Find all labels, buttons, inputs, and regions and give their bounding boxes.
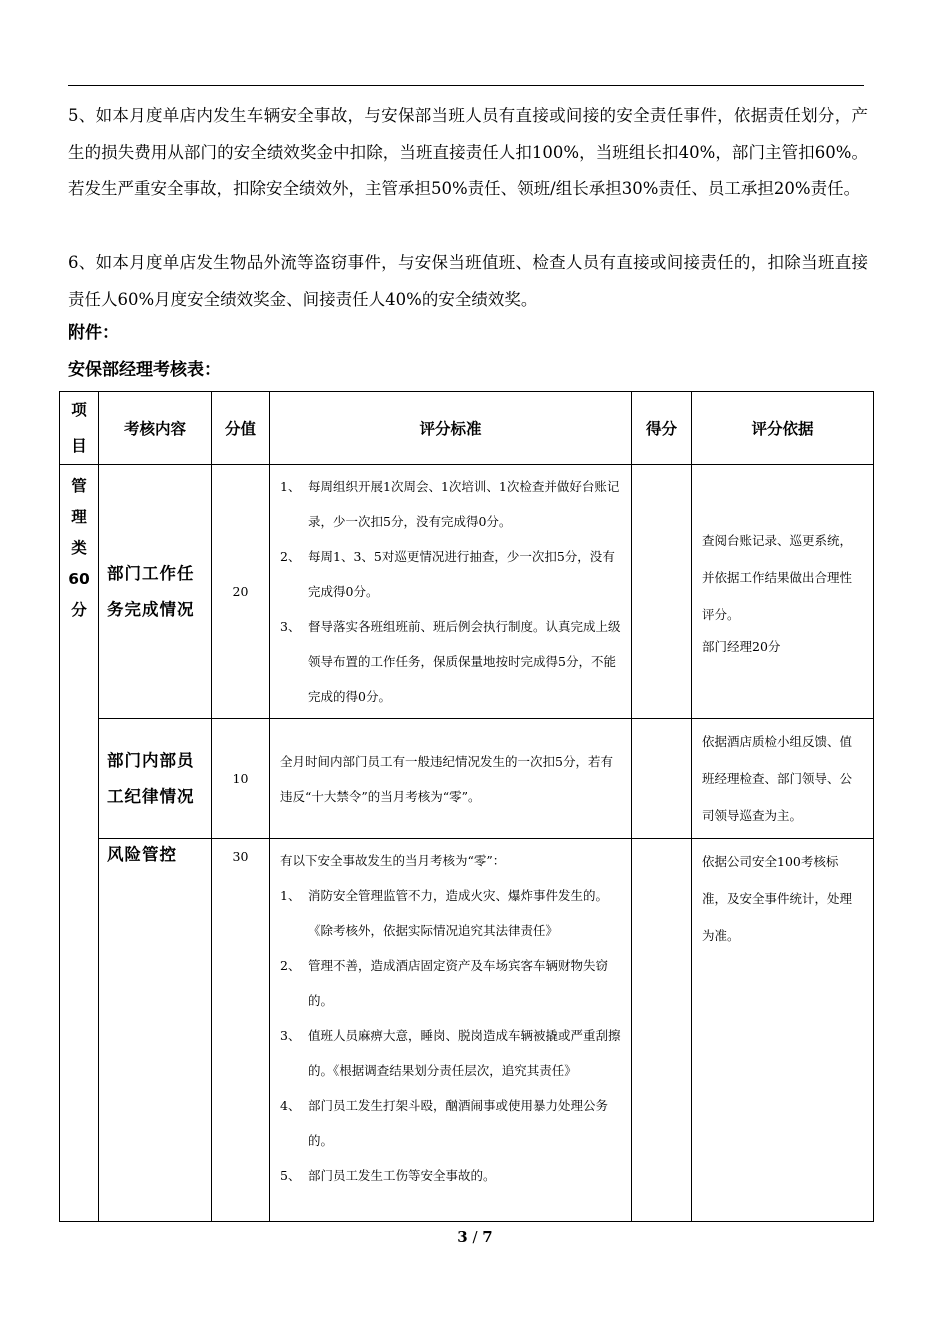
criteria-text: 部门员工发生工伤等安全事故的。 [308, 1168, 496, 1183]
criteria-number: 2、 [280, 549, 301, 564]
criteria-text: 每周1、3、5对巡更情况进行抽查，少一次扣5分，没有完成得0分。 [308, 549, 615, 599]
header-criteria: 评分标准 [270, 392, 632, 465]
earned-cell [632, 465, 692, 719]
criteria-list [280, 878, 621, 1193]
annex-heading: 附件： [68, 323, 119, 343]
criteria-item [280, 878, 621, 948]
basis-cell: 依据公司安全100考核标准，及安全事件统计，处理为准。 [692, 839, 874, 1222]
criteria-number: 4、 [280, 1098, 301, 1113]
criteria-intro: 有以下安全事故发生的当月考核为“零”： [280, 853, 506, 868]
header-rule [68, 85, 864, 86]
criteria-cell: 全月时间内部门员工有一般违纪情况发生的一次扣5分，若有违反“十大禁令”的当月考核为“零”。 [270, 719, 632, 839]
criteria-item [280, 539, 621, 609]
page-number [0, 1228, 950, 1246]
header-project [60, 392, 99, 465]
criteria-text: 消防安全管理监管不力，造成火灾、爆炸事件发生的。《除考核外，依据实际情况追究其法律责任》 [308, 888, 609, 938]
score-value: 10 [212, 719, 270, 839]
criteria-item [280, 1088, 621, 1158]
criteria-text: 部门员工发生打架斗殴，酗酒闹事或使用暴力处理公务的。 [308, 1098, 609, 1148]
paragraph-item-6: 6、如本月度单店发生物品外流等盗窃事件，与安保当班值班、检查人员有直接或间接责任的，扣除当班直接责任人60%月度安全绩效奖金、间接责任人40%的安全绩效奖。 [68, 253, 868, 309]
assessment-table [59, 391, 874, 1222]
table-row [60, 465, 874, 719]
basis-cell [692, 465, 874, 719]
criteria-item [280, 609, 621, 714]
table-title: 安保部经理考核表： [68, 360, 221, 380]
criteria-item [280, 1018, 621, 1088]
category-char: 管 [71, 477, 87, 495]
criteria-item [280, 469, 621, 539]
basis-text: 查阅台账记录、巡更系统，并依据工作结果做出合理性评分。 [702, 533, 853, 622]
criteria-text: 管理不善，造成酒店固定资产及车场宾客车辆财物失窃的。 [308, 958, 609, 1008]
header-project-line1: 项 [71, 401, 87, 419]
score-value: 20 [212, 465, 270, 719]
criteria-list [280, 469, 621, 714]
item-risk-control: 风险管控 [99, 839, 212, 1222]
criteria-number: 3、 [280, 1028, 301, 1043]
table-row [60, 839, 874, 1222]
criteria-cell [270, 465, 632, 719]
criteria-item [280, 1158, 621, 1193]
earned-cell [632, 839, 692, 1222]
criteria-item [280, 948, 621, 1018]
criteria-number: 5、 [280, 1168, 301, 1183]
criteria-number: 1、 [280, 479, 301, 494]
basis-extra: 部门经理20分 [702, 639, 781, 654]
header-project-line2: 目 [71, 437, 87, 455]
earned-cell [632, 719, 692, 839]
score-value: 30 [212, 839, 270, 1222]
category-char: 理 [71, 508, 87, 526]
category-char: 分 [71, 601, 87, 619]
criteria-number: 2、 [280, 958, 301, 973]
paragraph-item-5: 5、如本月度单店内发生车辆安全事故，与安保部当班人员有直接或间接的安全责任事件，依据责任划分，产生的损失费用从部门的安全绩效奖金中扣除，当班直接责任人扣100%，当班组长扣40%，部门主管扣60%。若发生严重安全事故，扣除安全绩效外，主管承担50%责任、领班/组长承担30%责任、员工承担20%责任。 [68, 106, 868, 198]
criteria-text: 督导落实各班组班前、班后例会执行制度。认真完成上级领导布置的工作任务，保质保量地按时完成得5分，不能完成的得0分。 [308, 619, 621, 704]
page-total: 7 [482, 1228, 493, 1246]
header-score: 分值 [212, 392, 270, 465]
page-current: 3 [457, 1228, 468, 1246]
item-task-completion: 部门工作任务完成情况 [99, 465, 212, 719]
criteria-number: 1、 [280, 888, 301, 903]
header-basis: 评分依据 [692, 392, 874, 465]
basis-cell: 依据酒店质检小组反馈、值班经理检查、部门领导、公司领导巡查为主。 [692, 719, 874, 839]
criteria-cell [270, 839, 632, 1222]
criteria-text: 每周组织开展1次周会、1次培训、1次检查并做好台账记录，少一次扣5分，没有完成得0分。 [308, 479, 620, 529]
criteria-number: 3、 [280, 619, 301, 634]
page-separator: / [467, 1228, 483, 1246]
table-header-row [60, 392, 874, 465]
item-staff-discipline: 部门内部员工纪律情况 [99, 719, 212, 839]
header-content: 考核内容 [99, 392, 212, 465]
category-cell [60, 465, 99, 1222]
header-earned: 得分 [632, 392, 692, 465]
criteria-text: 值班人员麻痹大意，睡岗、脱岗造成车辆被撬或严重刮擦的。《根据调查结果划分责任层次，追究其责任》 [308, 1028, 621, 1078]
table-row [60, 719, 874, 839]
category-char: 类 [71, 539, 87, 557]
category-char: 60 [68, 570, 90, 588]
